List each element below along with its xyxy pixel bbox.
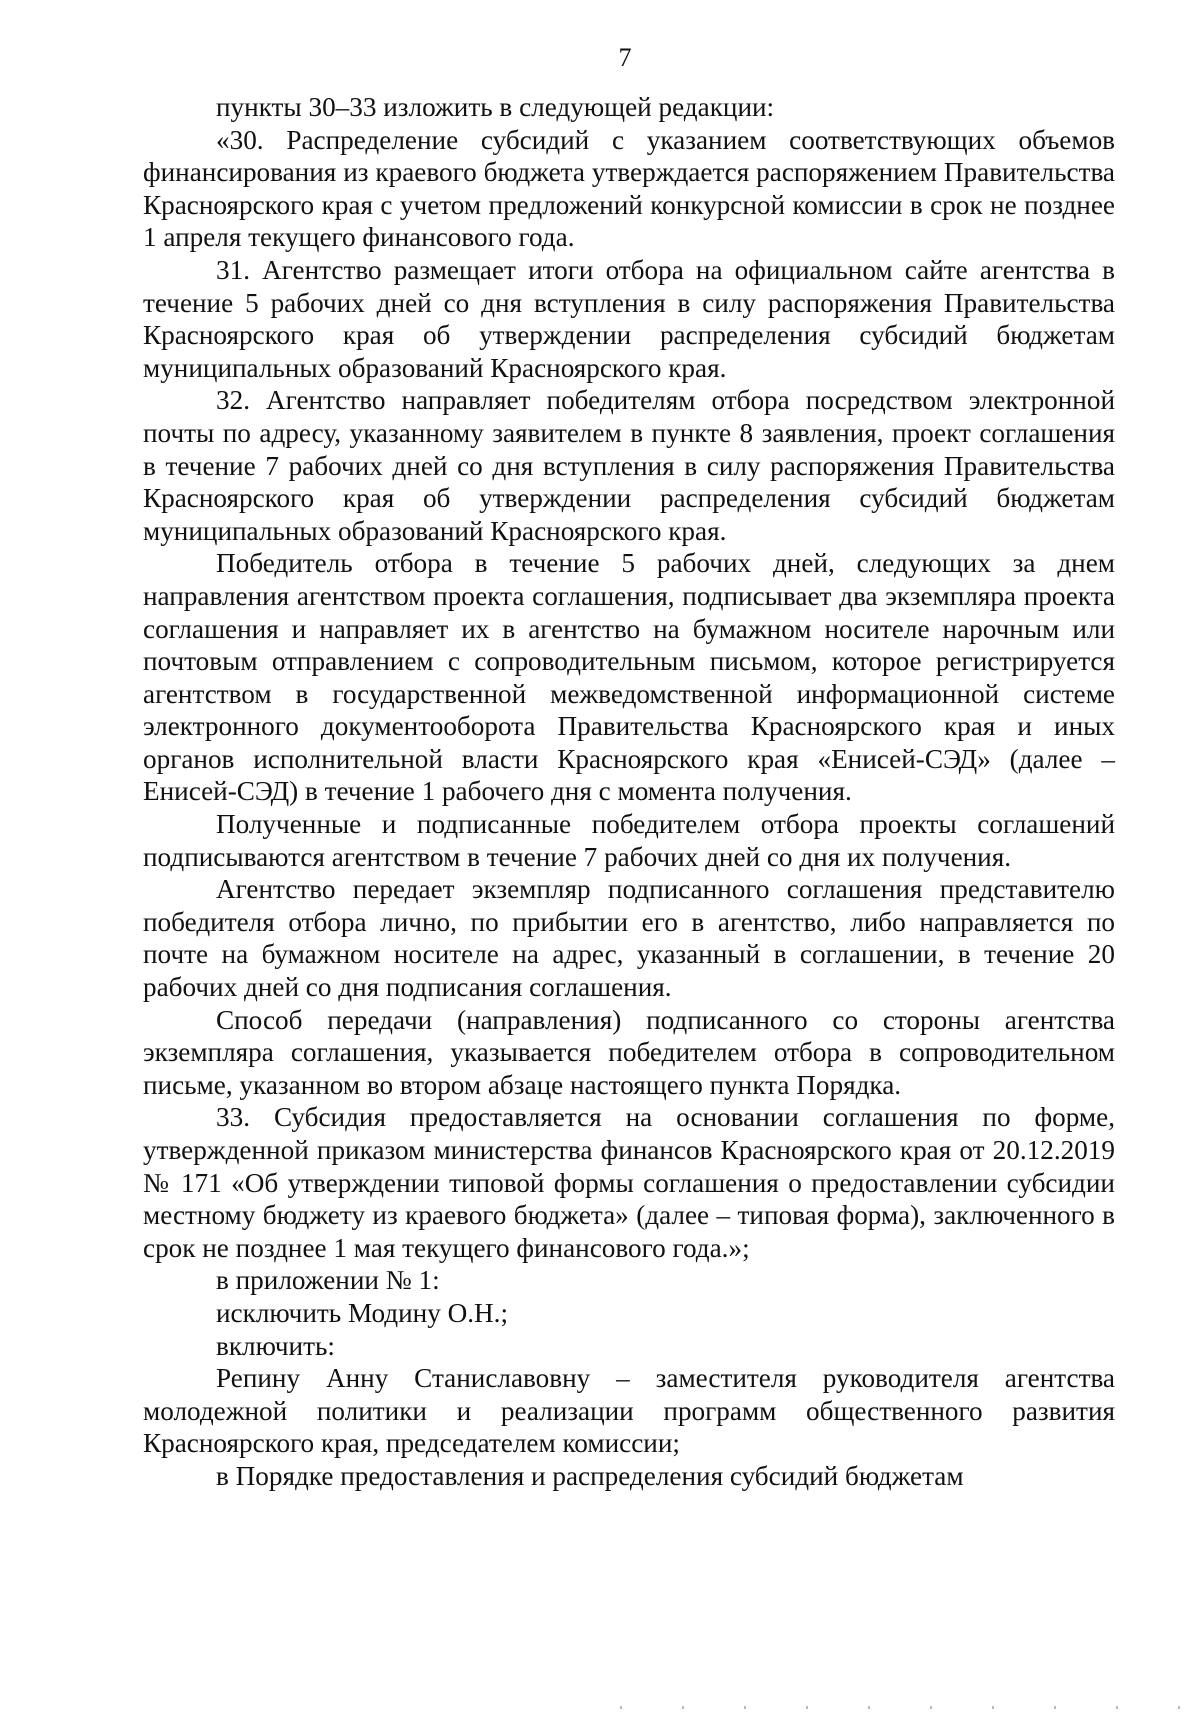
paragraph-appendix-1: в приложении № 1: — [216, 1265, 440, 1296]
paragraph-repina: Репину Анну Станиславовну – заместителя руководителя агентства молодежной политики и реализации программ общественного развития Красноярского края, председателем комиссии; — [143, 1363, 1115, 1459]
paragraph-delivery-method: Способ передачи (направления) подписанного со стороны агентства экземпляра соглашения, указывается победителем отбора в сопроводительном письме, указанном во втором абзаце настоящего пункта Порядка. — [143, 1004, 1115, 1100]
paragraph-item-31: 31. Агентство размещает итоги отбора на официальном сайте агентства в течение 5 рабочих дней со дня вступления в силу распоряжения Правительства Красноярского края об утверждении распределения субсидий бюджетам муниципальных образований Красноярского края. — [143, 254, 1115, 383]
scan-artifact — [560, 1706, 1180, 1709]
paragraph-intro: пункты 30–33 изложить в следующей редакции: — [216, 92, 775, 122]
paragraph-include: включить: — [216, 1330, 335, 1361]
paragraph-item-30: «30. Распределение субсидий с указанием соответствующих объемов финансирования из краевого бюджета утверждается распоряжением Правительства Красноярского края с учетом предложений конкурсной комиссии в срок не позднее 1 апреля текущего финансового года. — [143, 124, 1115, 253]
document-body — [143, 91, 1115, 1493]
page-number: 7 — [618, 43, 632, 72]
paragraph-item-32: 32. Агентство направляет победителям отбора посредством электронной почты по адресу, указанному заявителем в пункте 8 заявления, проект соглашения в течение 7 рабочих дней со дня вступления в силу распоряжения Правительства Красноярского края об утверждении распределения субсидий бюджетам муниципальных образований Красноярского края. — [143, 385, 1115, 546]
paragraph-item-33: 33. Субсидия предоставляется на основании соглашения по форме, утвержденной приказом министерства финансов Красноярского края от 20.12.2019 № 171 «Об утверждении типовой формы соглашения о предоставлении субсидии местному бюджету из краевого бюджета» (далее – типовая форма), заключенного в срок не позднее 1 мая текущего финансового года.»; — [143, 1102, 1115, 1263]
paragraph-winner-signs: Победитель отбора в течение 5 рабочих дней, следующих за днем направления агентством проекта соглашения, подписывает два экземпляра проекта соглашения и направляет их в агентство на бумажном носителе нарочным или почтовым отправлением с сопроводительным письмом, которое регистрируется агентством в государственной межведомственной информационной системе электронного документооборота Правительства Красноярского края и иных органов исполнительной власти Красноярского края «Енисей-СЭД» (далее – Енисей-СЭД) в течение 1 рабочего дня с момента получения. — [143, 548, 1115, 807]
paragraph-agreements-signed: Полученные и подписанные победителем отбора проекты соглашений подписываются агентством в течение 7 рабочих дней со дня их получения. — [143, 809, 1115, 872]
paragraph-procedure: в Порядке предоставления и распределения субсидий бюджетам — [216, 1460, 964, 1491]
paragraph-exclude: исключить Модину О.Н.; — [216, 1297, 509, 1328]
paragraph-agreement-delivery: Агентство передает экземпляр подписанного соглашения представителю победителя отбора лично, по прибытии его в агентство, либо направляется по почте на бумажном носителе на адрес, указанный в соглашении, в течение 20 рабочих дней со дня подписания соглашения. — [143, 874, 1115, 1003]
